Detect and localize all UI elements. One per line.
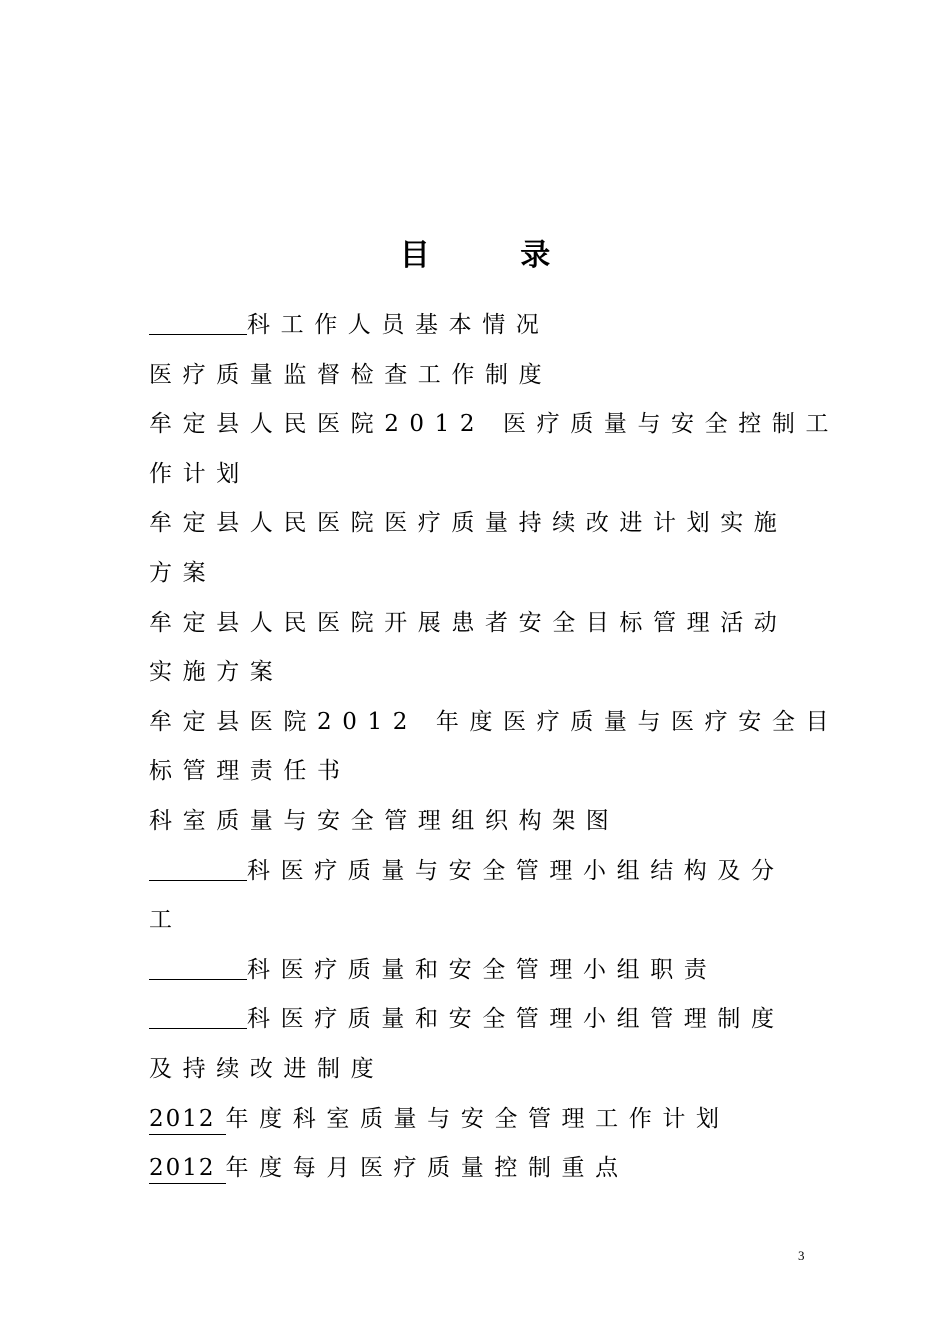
fill-in-blank: [149, 998, 247, 1029]
toc-entry-year: 2012: [149, 1153, 226, 1184]
toc-entry-text: 牟定县人民医院2012 医疗质量与安全控制工: [149, 411, 840, 438]
toc-entry: [149, 847, 809, 897]
toc-entry-text: 方案: [149, 559, 217, 586]
toc-entry: [149, 1144, 809, 1194]
toc-entry: [149, 797, 809, 847]
toc-entry-text: 科工作人员基本情况: [247, 312, 550, 338]
toc-entry: [149, 599, 809, 649]
toc-entry: [149, 698, 840, 748]
toc-entry-text: 牟定县人民医院开展患者安全目标管理活动: [149, 609, 788, 636]
toc-entry-text: 牟定县人民医院医疗质量持续改进计划实施: [149, 510, 788, 537]
page-number: 3: [798, 1248, 805, 1263]
toc-entry-text: 标管理责任书: [149, 758, 351, 785]
toc-entry: [149, 450, 809, 500]
toc-entry-text: 医疗质量监督检查工作制度: [149, 361, 553, 388]
toc-entry-text: 实施方案: [149, 659, 284, 686]
toc-entry: [149, 1095, 809, 1145]
page-title: 目 录: [399, 238, 591, 273]
table-of-contents: [149, 301, 840, 1194]
toc-entry-text: 工: [149, 907, 183, 934]
fill-in-blank: [149, 304, 247, 335]
toc-entry-text: 作计划: [149, 460, 250, 487]
toc-entry: [149, 301, 809, 351]
toc-entry: [149, 896, 809, 946]
toc-entry-text: 科医疗质量和安全管理小组管理制度: [247, 1006, 785, 1033]
toc-entry: [149, 648, 809, 698]
toc-entry: [149, 351, 809, 401]
toc-entry: [149, 995, 809, 1045]
toc-entry: [149, 747, 809, 797]
toc-entry-text: 科医疗质量和安全管理小组职责: [247, 956, 718, 983]
toc-entry: [149, 400, 840, 450]
toc-entry: [149, 946, 809, 996]
toc-entry-text: 年度每月医疗质量控制重点: [225, 1155, 629, 1182]
toc-entry: [149, 1045, 809, 1095]
toc-entry: [149, 549, 809, 599]
fill-in-blank: [149, 850, 247, 881]
toc-entry-text: 及持续改进制度: [149, 1055, 385, 1082]
toc-entry: [149, 499, 809, 549]
fill-in-blank: [149, 949, 247, 980]
toc-entry-text: 年度科室质量与安全管理工作计划: [225, 1105, 730, 1132]
toc-entry-text: 牟定县医院2012 年度医疗质量与医疗安全目: [149, 708, 840, 735]
toc-entry-text: 科室质量与安全管理组织构架图: [149, 807, 620, 834]
toc-entry-text: 科医疗质量与安全管理小组结构及分: [247, 857, 785, 884]
toc-entry-year: 2012: [149, 1104, 226, 1135]
